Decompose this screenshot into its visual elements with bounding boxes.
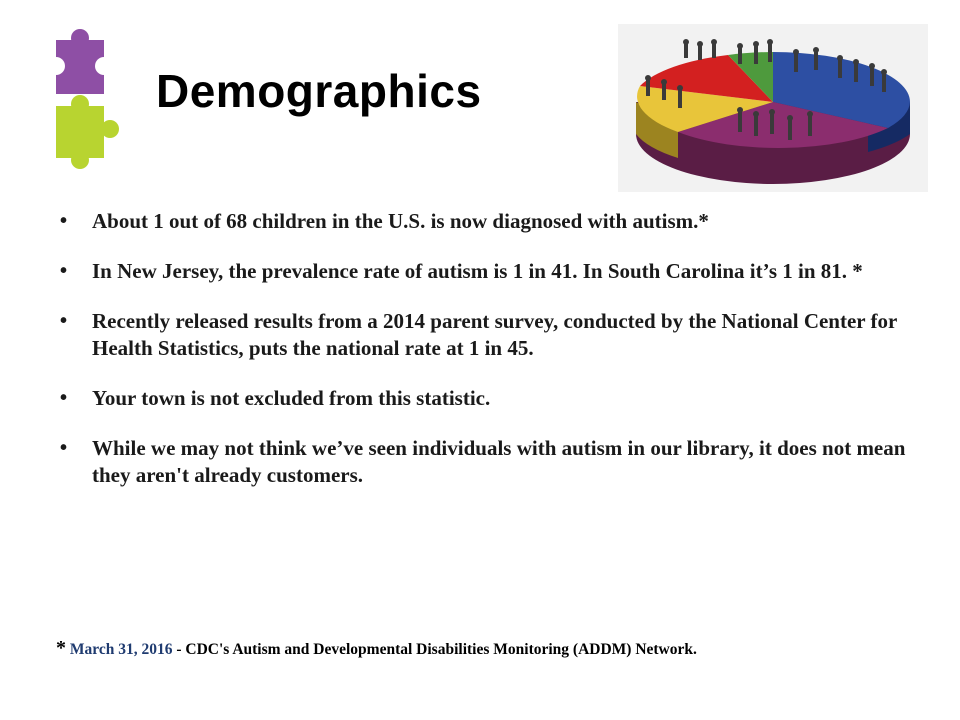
bullet-marker: •: [60, 210, 68, 232]
footnote: [56, 637, 936, 660]
bullet-item: [58, 208, 918, 235]
footnote-marker: *: [56, 637, 66, 659]
bullet-marker: •: [60, 260, 68, 282]
bullet-marker: •: [60, 387, 68, 409]
footnote-text: - CDC's Autism and Developmental Disabilities Monitoring (ADDM) Network.: [172, 641, 697, 658]
bullet-item: [58, 308, 918, 362]
bullet-text: In New Jersey, the prevalence rate of autism is 1 in 41. In South Carolina it’s 1 in 81. *: [92, 259, 863, 283]
puzzle-pieces-icon: [40, 26, 130, 176]
bullet-item: [58, 258, 918, 285]
bullet-text: While we may not think we’ve seen individuals with autism in our library, it does not mean they aren't already customers.: [92, 436, 906, 487]
bullet-item: [58, 385, 918, 412]
bullet-marker: •: [60, 437, 68, 459]
bullet-text: Recently released results from a 2014 parent survey, conducted by the National Center for Health Statistics, puts the national rate at 1 in 45.: [92, 309, 897, 360]
bullet-text: About 1 out of 68 children in the U.S. is now diagnosed with autism.*: [92, 209, 709, 233]
bullet-list: [58, 208, 918, 512]
bullet-text: Your town is not excluded from this statistic.: [92, 386, 491, 410]
footnote-date: March 31, 2016: [69, 641, 173, 658]
bullet-item: [58, 435, 918, 489]
3d-pie-people-icon: [618, 24, 928, 192]
bullet-marker: •: [60, 310, 68, 332]
page-title: Demographics: [156, 65, 482, 117]
